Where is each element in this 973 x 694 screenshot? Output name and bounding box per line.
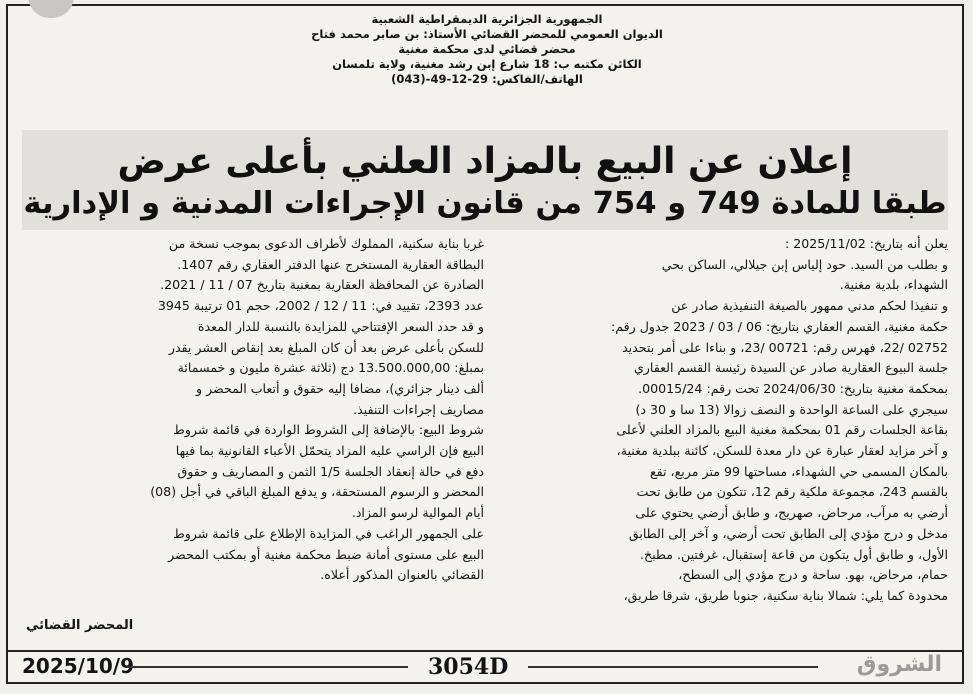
text-line: بالقسم 243، مجموعة ملكية رقم 12، تتكون من طابق تحت [636, 484, 948, 500]
header-line-4: الكائن مكتبه ب: 18 شارع إبن رشد مغنية، ولاية تلمسان [332, 57, 642, 71]
text-line: البيع على مستوى أمانة ضبط محكمة مغنية أو بمكتب المحضر [168, 546, 484, 562]
footer-divider-left [128, 666, 408, 668]
text-line: مدخل و درج مؤدي إلى الطابق تحت أرضي، و آخر إلى الطابق [628, 525, 948, 541]
text-line: على الجمهور الراغب في المزايدة الإطلاع على قائمة شروط [173, 525, 484, 541]
office-header [277, 12, 697, 87]
text-line: أرضي به مرآب، مرحاض، صهريج، و طابق أرضي يحتوي على [635, 505, 948, 521]
footer-bar [8, 650, 962, 682]
right-text-column [490, 234, 948, 654]
text-line: ألف دينار جزائري)، مضافا إليه حقوق و أتعاب المحضر و [196, 380, 484, 396]
text-line: شروط البيع: بالإضافة إلى الشروط الواردة في قائمة شروط [173, 422, 484, 438]
announcement-page [6, 4, 964, 684]
signature-label: المحضر القضائي [26, 618, 134, 633]
title-banner [22, 130, 948, 230]
title-line-2: طبقا للمادة 749 و 754 من قانون الإجراءات المدنية و الإدارية [23, 186, 947, 221]
text-line: البيع فإن الراسي عليه المزاد يتحمّل الأعباء القانونية بما فيها [175, 443, 484, 459]
text-line: بمحكمة مغنية بتاريخ: 2024/06/30 تحت رقم: 00015/24. [638, 380, 948, 396]
text-line: المحضر و الرسوم المستحقة، و يدفع المبلغ الباقي في أجل (08) [150, 484, 484, 500]
text-line: و قد حدد السعر الإفتتاحي للمزايدة بالنسبة للدار المعدة [197, 318, 484, 334]
text-line: البطاقة العقارية المستخرج عنها الدفتر العقاري رقم 1407. [177, 256, 484, 272]
text-line: دفع في حالة إنعقاد الجلسة 1/5 الثمن و المصاريف و حقوق [177, 463, 484, 479]
header-line-5: الهاتف/الفاكس: 29-12-49-(043) [391, 72, 583, 86]
text-line: الشهداء، بلدية مغنية. [839, 277, 948, 293]
text-line: مصاريف إجراءات التنفيذ. [353, 401, 484, 417]
footer-code: 3054D [428, 654, 509, 680]
newspaper-brand: الشروق [856, 652, 942, 677]
text-line: حكمة مغنية، القسم العقاري بتاريخ: 06 / 03 / 2023 جدول رقم: [610, 318, 948, 334]
text-line: سيجري على الساعة الواحدة و النصف زوالا (13 سا و 30 د) [635, 401, 948, 417]
text-line: جلسة البيوع العقارية صادر عن السيدة رئيسة القسم العقاري [633, 360, 948, 376]
text-line: القضائي بالعنوان المذكور أعلاه. [320, 567, 484, 583]
text-line: غربا بناية سكنية، المملوك لأطراف الدعوى بموجب نسخة من [168, 236, 484, 251]
text-line: للسكن بأعلى عرض بعد أن كان المبلغ بعد إنقاص العشر يقدر [168, 339, 484, 355]
footer-date: 2025/10/9 [22, 654, 135, 678]
text-line: حمام، مرحاض، بهو. ساحة و درج مؤدي إلى السطح، [678, 567, 948, 583]
logo-icon [28, 0, 74, 18]
text-line: و بطلب من السيد. حود إلياس إبن جيلالي، الساكن بحي [661, 256, 948, 272]
text-line: و آخر مزايد لعقار عبارة عن دار معدة للسكن، كائنة ببلدية مغنية، [616, 443, 948, 459]
text-line: بمبلغ: 13.500.000,00 دج (ثلاثة عشرة مليون و خمسمائة [177, 360, 484, 376]
header-line-2: الديوان العمومي للمحضر القضائي الأستاذ: بن صابر محمد فتاح [311, 27, 663, 41]
text-line: 02752 /22، فهرس رقم: 00721 /23، و بناءا على أمر بتحديد [622, 339, 948, 355]
title-line-1: إعلان عن البيع بالمزاد العلني بأعلى عرض [117, 141, 853, 182]
text-line: محدودة كما يلي: شمالا بناية سكنية، جنوبا طريق، شرقا طريق، [623, 587, 948, 603]
text-line: يعلن أنه بتاريخ: 2025/11/02 : [784, 236, 948, 251]
text-line: أيام الموالية لرسو المزاد. [351, 505, 484, 521]
text-line: بالمكان المسمى حي الشهداء، مساحتها 99 متر مربع، تقع [649, 463, 948, 479]
text-line: بقاعة الجلسات رقم 01 بمحكمة مغنية البيع بالمزاد العلني لأعلى [616, 422, 948, 438]
left-text-column [26, 234, 484, 654]
text-line: الصادرة عن المحافظة العقارية بمغنية بتاريخ 07 / 11 / 2021. [160, 277, 484, 293]
text-line: الأول، و طابق أول يتكون من قاعة إستقبال، غرفتين. مطبخ. [640, 546, 948, 562]
footer-divider-right [528, 666, 818, 668]
header-line-3: محضر قضائي لدى محكمة مغنية [398, 42, 576, 56]
text-line: عدد 2393، تقييد في: 11 / 12 / 2002، حجم 01 ترتيبة 3945 [157, 298, 484, 314]
text-line: و تنفيذا لحكم مدني ممهور بالصيغة التنفيذية صادر عن [671, 298, 948, 314]
header-line-1: الجمهورية الجزائرية الديمقراطية الشعبية [371, 12, 603, 26]
